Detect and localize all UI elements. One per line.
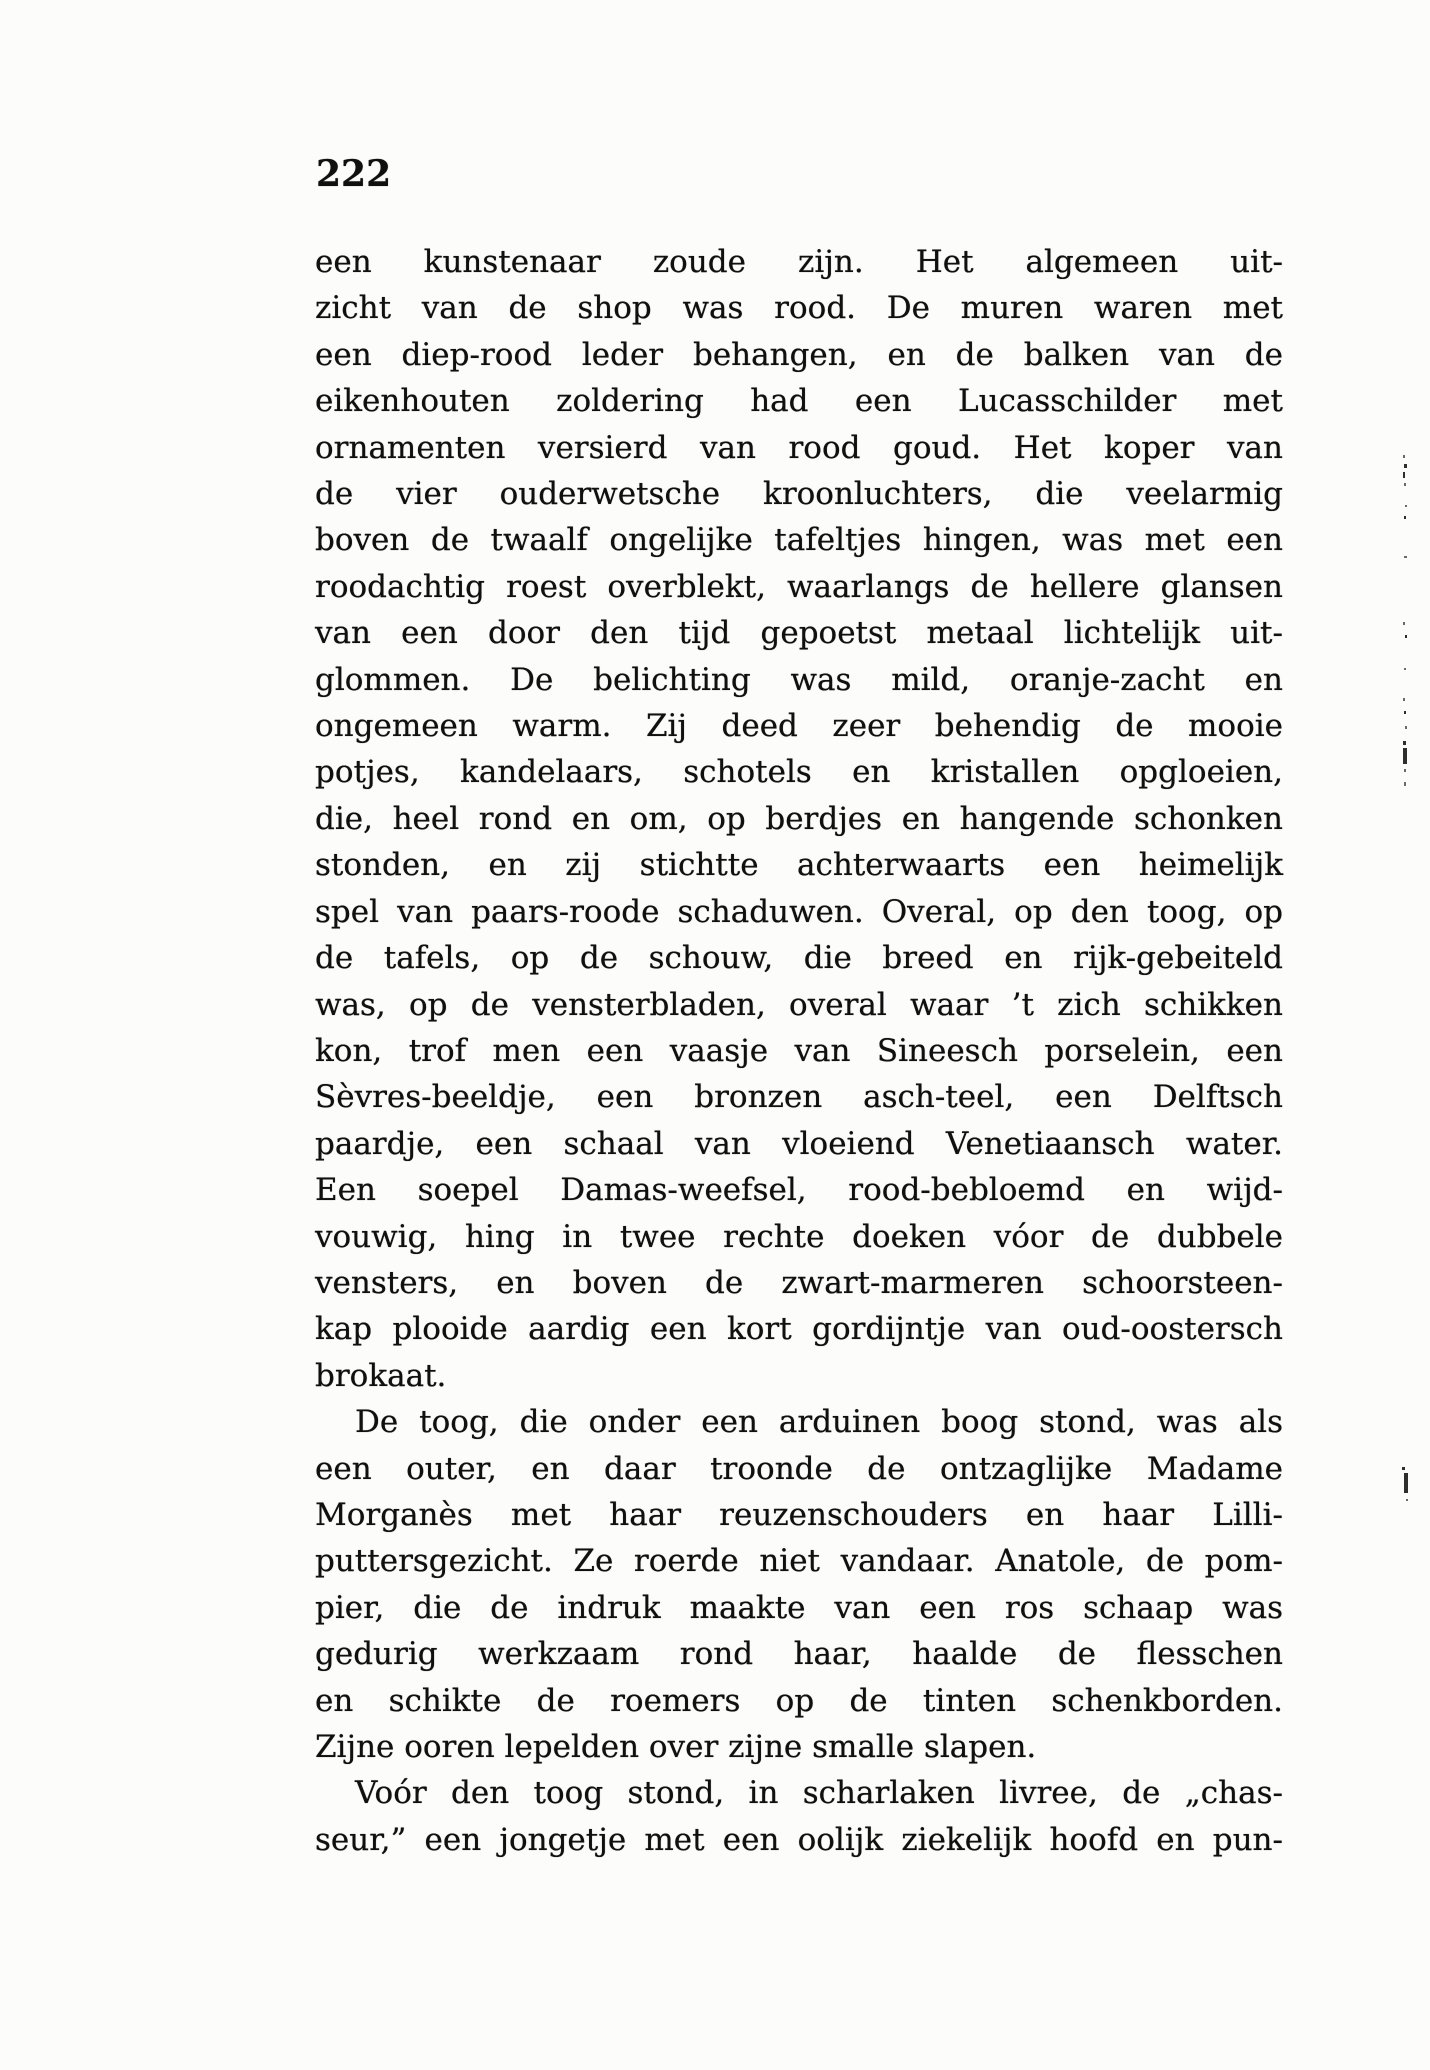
text-line: van een door den tijd gepoetst metaal lichtelijk uit- bbox=[315, 615, 1283, 652]
margin-mark bbox=[1403, 748, 1407, 764]
margin-noise bbox=[1404, 516, 1406, 519]
text-line: paardje, een schaal van vloeiend Venetiaansch water. bbox=[315, 1125, 1283, 1162]
paragraph bbox=[315, 1399, 1283, 1770]
margin-noise bbox=[1404, 711, 1406, 714]
text-line: Zijne ooren lepelden over zijne smalle slapen. bbox=[315, 1729, 1037, 1765]
text-line: glommen. De belichting was mild, oranje-zacht en bbox=[315, 661, 1283, 698]
text-line: de vier ouderwetsche kroonluchters, die veelarmig bbox=[315, 476, 1283, 513]
text-line: roodachtig roest overblekt, waarlangs de hellere glansen bbox=[315, 568, 1283, 605]
margin-noise bbox=[1404, 668, 1406, 670]
text-line: Voór den toog stond, in scharlaken livree, de „chas- bbox=[355, 1775, 1283, 1812]
margin-noise bbox=[1405, 635, 1407, 638]
text-line: zicht van de shop was rood. De muren waren met bbox=[315, 290, 1283, 327]
paragraph bbox=[315, 239, 1283, 1399]
text-line: seur,” een jongetje met een oolijk ziekelijk hoofd en pun- bbox=[315, 1821, 1283, 1858]
margin-mark bbox=[1404, 1473, 1408, 1493]
text-line: puttersgezicht. Ze roerde niet vandaar. Anatole, de pom- bbox=[315, 1543, 1283, 1580]
text-line: een diep-rood leder behangen, en de balken van de bbox=[315, 336, 1283, 373]
text-line: kap plooide aardig een kort gordijntje van oud-oostersch bbox=[315, 1311, 1283, 1348]
margin-noise bbox=[1403, 741, 1406, 745]
text-line: een kunstenaar zoude zijn. Het algemeen uit- bbox=[315, 244, 1283, 280]
margin-noise bbox=[1404, 556, 1407, 558]
margin-noise bbox=[1404, 464, 1407, 468]
margin-noise bbox=[1405, 726, 1407, 729]
margin-noise bbox=[1404, 782, 1406, 786]
margin-noise bbox=[1404, 483, 1406, 486]
text-line: eikenhouten zoldering had een Lucasschilder met bbox=[315, 383, 1283, 420]
margin-noise bbox=[1406, 1499, 1408, 1501]
text-line: brokaat. bbox=[315, 1357, 447, 1394]
text-line: Een soepel Damas-weefsel, rood-bebloemd en wijd- bbox=[315, 1172, 1283, 1209]
page-number: 222 bbox=[316, 153, 392, 195]
text-line: ornamenten versierd van rood goud. Het koper van bbox=[315, 429, 1283, 466]
text-line: Morganès met haar reuzenschouders en haar Lilli- bbox=[315, 1496, 1283, 1533]
text-line: pier, die de indruk maakte van een ros schaap was bbox=[315, 1589, 1283, 1626]
text-column bbox=[315, 239, 1283, 1863]
margin-noise bbox=[1403, 622, 1405, 625]
text-line: vensters, en boven de zwart-marmeren schoorsteen- bbox=[315, 1264, 1283, 1301]
text-line: De toog, die onder een arduinen boog stond, was als bbox=[355, 1404, 1283, 1441]
text-line: Sèvres-beeldje, een bronzen asch-teel, een Delftsch bbox=[315, 1079, 1283, 1116]
margin-noise bbox=[1403, 455, 1405, 458]
margin-noise bbox=[1403, 472, 1405, 478]
text-line: en schikte de roemers op de tinten schenkborden. bbox=[315, 1682, 1283, 1719]
text-line: de tafels, op de schouw, die breed en rijk-gebeiteld bbox=[315, 940, 1283, 977]
text-line: gedurig werkzaam rond haar, haalde de flesschen bbox=[315, 1636, 1283, 1673]
text-line: spel van paars-roode schaduwen. Overal, op den toog, op bbox=[315, 893, 1283, 930]
text-line: kon, trof men een vaasje van Sineesch porselein, een bbox=[315, 1032, 1283, 1069]
text-line: een outer, en daar troonde de ontzaglijke Madame bbox=[315, 1450, 1283, 1487]
paragraph bbox=[315, 1770, 1283, 1863]
margin-noise bbox=[1405, 505, 1407, 507]
margin-noise bbox=[1403, 698, 1405, 701]
text-line: boven de twaalf ongelijke tafeltjes hingen, was met een bbox=[315, 522, 1283, 559]
text-line: ongemeen warm. Zij deed zeer behendig de mooie bbox=[315, 708, 1283, 745]
text-line: vouwig, hing in twee rechte doeken vóor de dubbele bbox=[315, 1218, 1283, 1255]
text-line: potjes, kandelaars, schotels en kristallen opgloeien, bbox=[315, 754, 1283, 791]
text-line: die, heel rond en om, op berdjes en hangende schonken bbox=[315, 800, 1283, 837]
margin-noise bbox=[1404, 769, 1406, 772]
text-line: stonden, en zij stichtte achterwaarts een heimelijk bbox=[315, 847, 1283, 884]
text-line: was, op de vensterbladen, overal waar ’t zich schikken bbox=[315, 986, 1283, 1023]
margin-noise bbox=[1402, 1467, 1405, 1470]
